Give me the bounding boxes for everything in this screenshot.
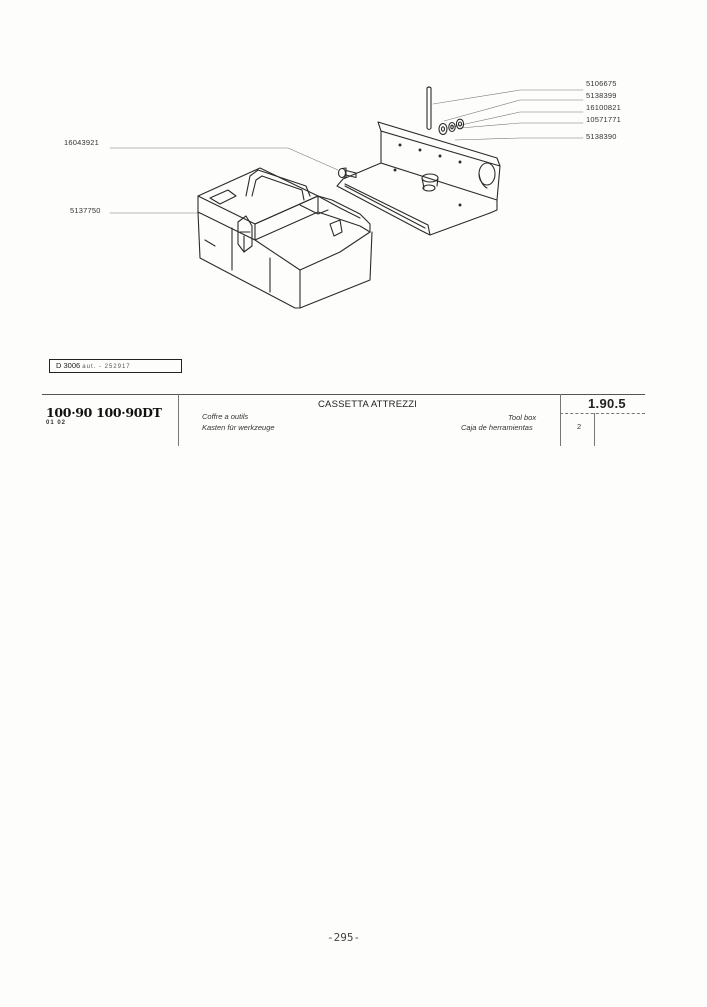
- sheet-number: 2: [577, 422, 582, 431]
- part-number-5138399: 5138399: [586, 91, 617, 100]
- drawing-number: D 3006: [56, 361, 81, 370]
- part-number-16100821: 16100821: [586, 103, 621, 112]
- page-number: -295-: [327, 931, 361, 944]
- title-block-divider-right: [560, 394, 561, 446]
- title-german: Kasten für werkzeuge: [202, 423, 275, 432]
- title-block-divider-left: [178, 394, 179, 446]
- drawing-reference-box: [49, 359, 182, 373]
- section-code: 1.90.5: [588, 396, 626, 411]
- leader-lines: [110, 90, 583, 213]
- title-english: Tool box: [508, 413, 537, 422]
- part-number-16043921: 16043921: [64, 138, 99, 147]
- model-date-code: 01 02: [46, 420, 67, 426]
- bolt-16043921: [339, 168, 357, 178]
- title-french: Coffre a outils: [202, 412, 249, 421]
- pin-5106675: [427, 87, 431, 130]
- title-block-top-rule: [42, 394, 645, 395]
- exploded-diagram: [0, 0, 707, 450]
- title-italian: CASSETTA ATTREZZI: [318, 399, 418, 410]
- model-designation: 100·90 100·90DT: [46, 405, 162, 420]
- tool-box-5137750: [198, 168, 372, 308]
- drawing-suffix: aut. - 252917: [82, 364, 131, 370]
- part-number-5137750: 5137750: [70, 206, 101, 215]
- title-block-code-rule: [560, 413, 645, 414]
- title-block-divider-sheet: [594, 413, 595, 446]
- title-spanish: Caja de herramientas: [461, 423, 533, 432]
- support-bracket-5138390: [337, 122, 500, 235]
- part-number-5106675: 5106675: [586, 79, 617, 88]
- washers: [439, 119, 464, 134]
- part-number-5138390: 5138390: [586, 132, 617, 141]
- part-number-10571771: 10571771: [586, 115, 621, 124]
